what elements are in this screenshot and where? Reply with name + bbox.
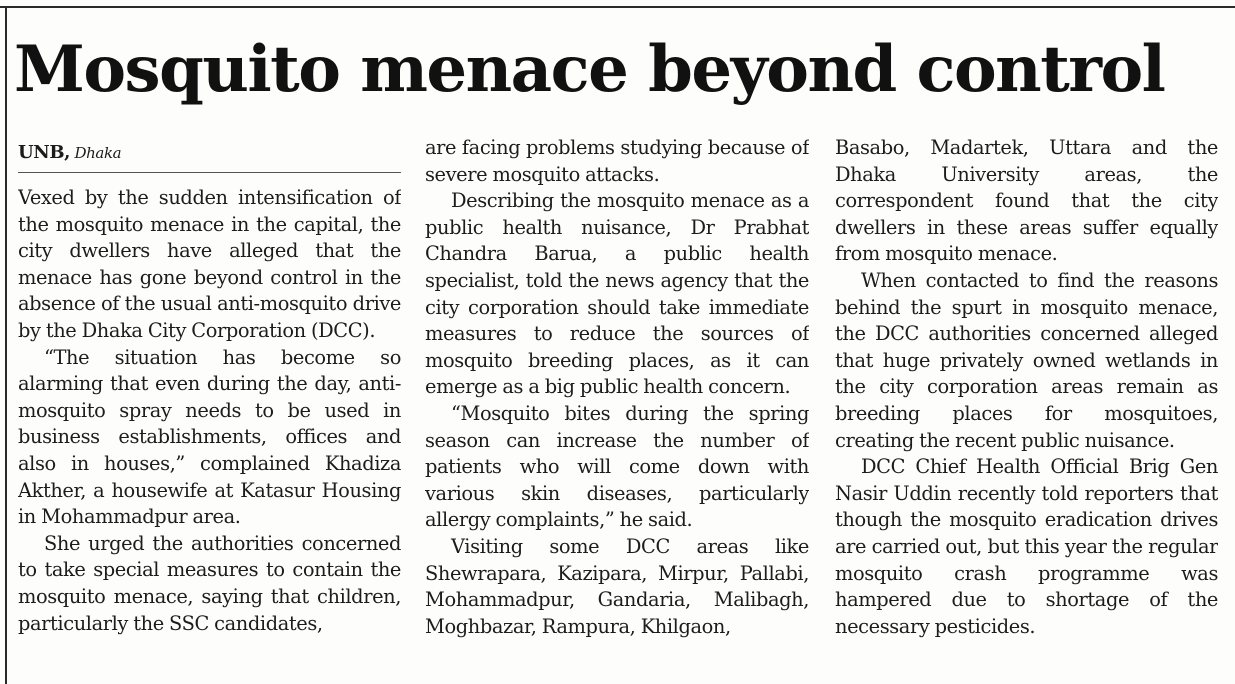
byline-agency: UNB, [18, 142, 71, 163]
top-rule [0, 6, 1235, 8]
byline [18, 135, 401, 173]
paragraph: “Mosquito bites during the spring season can increase the number of patients who will come down with various skin diseases, particularly allergy complaints,” he said. [425, 401, 809, 532]
headline: Mosquito menace beyond control [14, 32, 1165, 107]
paragraph: Vexed by the sudden intensification of the mosquito menace in the capital, the city dwellers have alleged that the menace has gone beyond control in the absence of the usual anti-mosquito drive by the Dhaka City Corporation (DCC). [18, 186, 401, 342]
article-column-1 [18, 135, 401, 684]
paragraph: “The situation has become so alarming that even during the day, anti-mosquito spray needs to be used in business establishments, offices and also in houses,” complained Khadiza Akther, a housewife at Katasur Housing in Mohammadpur area. [18, 345, 401, 529]
paragraph: DCC Chief Health Official Brig Gen Nasir Uddin recently told reporters that though the mosquito eradication drives are carried out, but this year the regular mosquito crash programme was hampered due to shortage of the necessary pesticides. [835, 455, 1218, 638]
left-rule [5, 6, 7, 684]
paragraph: Describing the mosquito menace as a public health nuisance, Dr Prabhat Chandra Barua, a public health specialist, told the news agency that the city corporation should take immediate measures to reduce the sources of mosquito breeding places, as it can emerge as a big public health concern. [425, 189, 809, 399]
byline-place: Dhaka [74, 144, 122, 162]
paragraph: Basabo, Madartek, Uttara and the Dhaka University areas, the correspondent found that the city dwellers in these areas suffer equally from mosquito menace. [835, 136, 1218, 266]
article-column-2 [425, 135, 809, 684]
article-column-3 [835, 135, 1218, 684]
paragraph: She urged the authorities concerned to take special measures to contain the mosquito menace, saying that children, particularly the SSC candidates, [18, 531, 401, 635]
paragraph: Visiting some DCC areas like Shewrapara, Kazipara, Mirpur, Pallabi, Mohammadpur, Gandaria, Malibagh, Moghbazar, Rampura, Khilgaon, [425, 534, 809, 638]
paragraph: are facing problems studying because of severe mosquito attacks. [425, 136, 809, 186]
paragraph: When contacted to find the reasons behind the spurt in mosquito menace, the DCC authorities concerned alleged that huge privately owned wetlands in the city corporation areas remain as breeding places for mosquitoes, creating the recent public nuisance. [835, 268, 1218, 452]
